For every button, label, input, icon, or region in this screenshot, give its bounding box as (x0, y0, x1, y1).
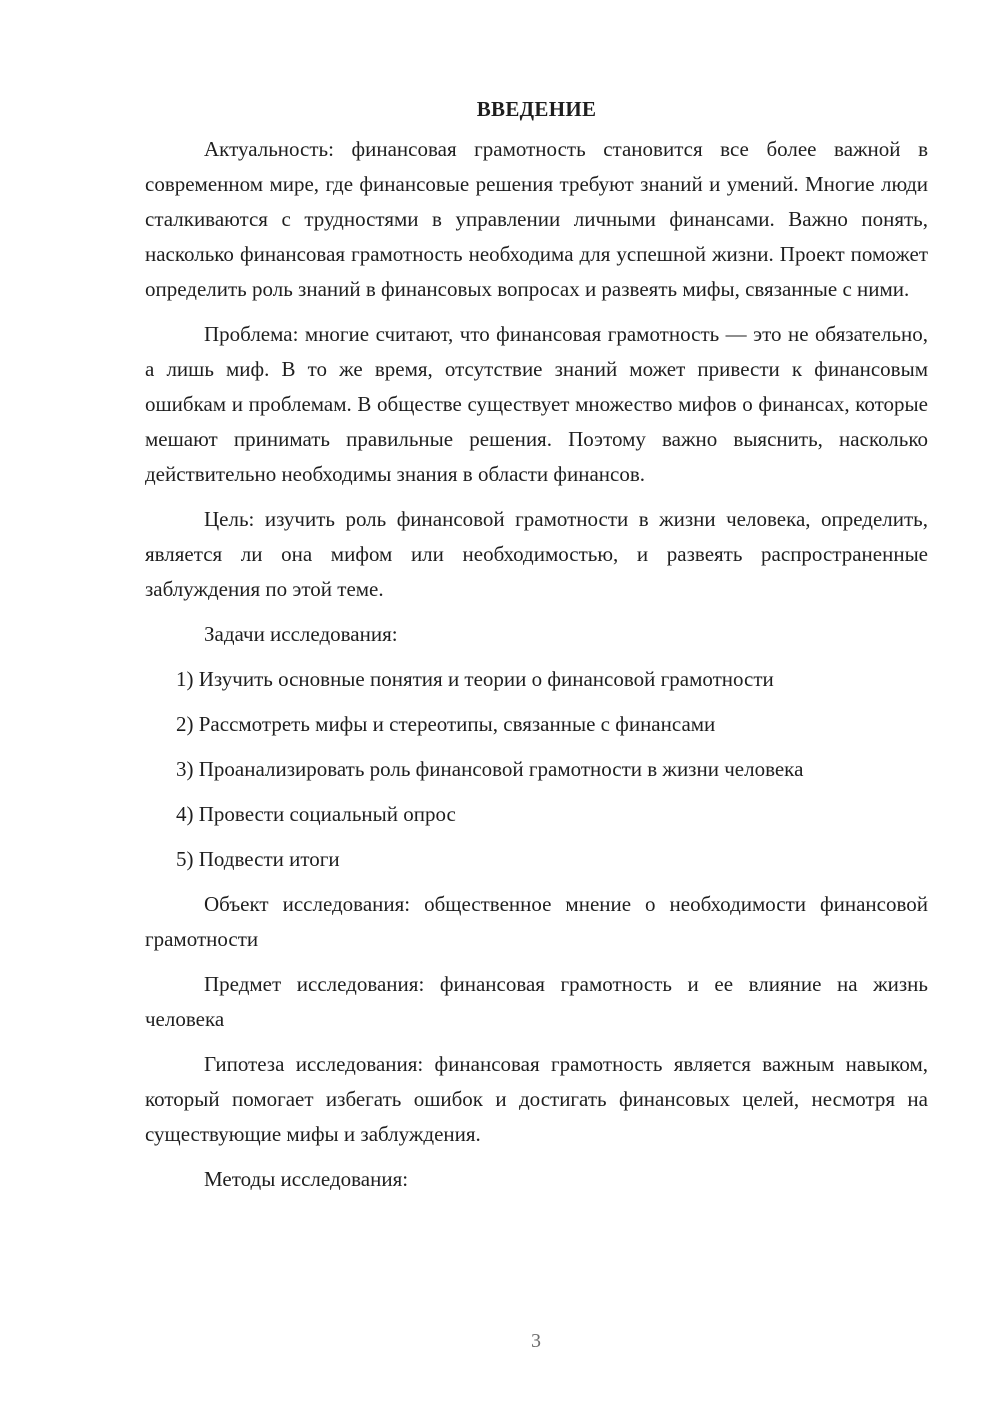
methods-heading: Методы исследования: (204, 1167, 409, 1191)
paragraph-subject: Предмет исследования: финансовая грамотность и ее влияние на жизнь человека (145, 972, 928, 1031)
list-item: 1) Изучить основные понятия и теории о финансовой грамотности (176, 667, 774, 691)
paragraph-goal: Цель: изучить роль финансовой грамотности в жизни человека, определить, является ли она мифом или необходимостью, и развеять распространенные заблуждения по этой теме. (145, 507, 928, 601)
section-title: ВВЕДЕНИЕ (476, 97, 597, 121)
tasks-list (145, 662, 928, 877)
document-page (145, 95, 928, 1207)
paragraph-object: Объект исследования: общественное мнение о необходимости финансовой грамотности (145, 892, 928, 951)
paragraph-relevance: Актуальность: финансовая грамотность становится все более важной в современном мире, где финансовые решения требуют знаний и умений. Многие люди сталкиваются с трудностями в управлении личными финансами. Важно понять, насколько финансовая грамотность необходима для успешной жизни. Проект поможет определить роль знаний в финансовых вопросах и развеять мифы, связанные с ними. (145, 137, 928, 301)
page-number: 3 (531, 1330, 541, 1352)
list-item: 5) Подвести итоги (176, 847, 340, 871)
tasks-heading: Задачи исследования: (204, 622, 398, 646)
list-item: 3) Проанализировать роль финансовой грамотности в жизни человека (176, 757, 804, 781)
list-item: 4) Провести социальный опрос (176, 802, 456, 826)
list-item: 2) Рассмотреть мифы и стереотипы, связанные с финансами (176, 712, 716, 736)
paragraph-hypothesis: Гипотеза исследования: финансовая грамотность является важным навыком, который помогает избегать ошибок и достигать финансовых целей, несмотря на существующие мифы и заблуждения. (145, 1052, 928, 1146)
paragraph-problem: Проблема: многие считают, что финансовая грамотность — это не обязательно, а лишь миф. В то же время, отсутствие знаний может привести к финансовым ошибкам и проблемам. В обществе существует множество мифов о финансах, которые мешают принимать правильные решения. Поэтому важно выяснить, насколько действительно необходимы знания в области финансов. (145, 322, 928, 486)
